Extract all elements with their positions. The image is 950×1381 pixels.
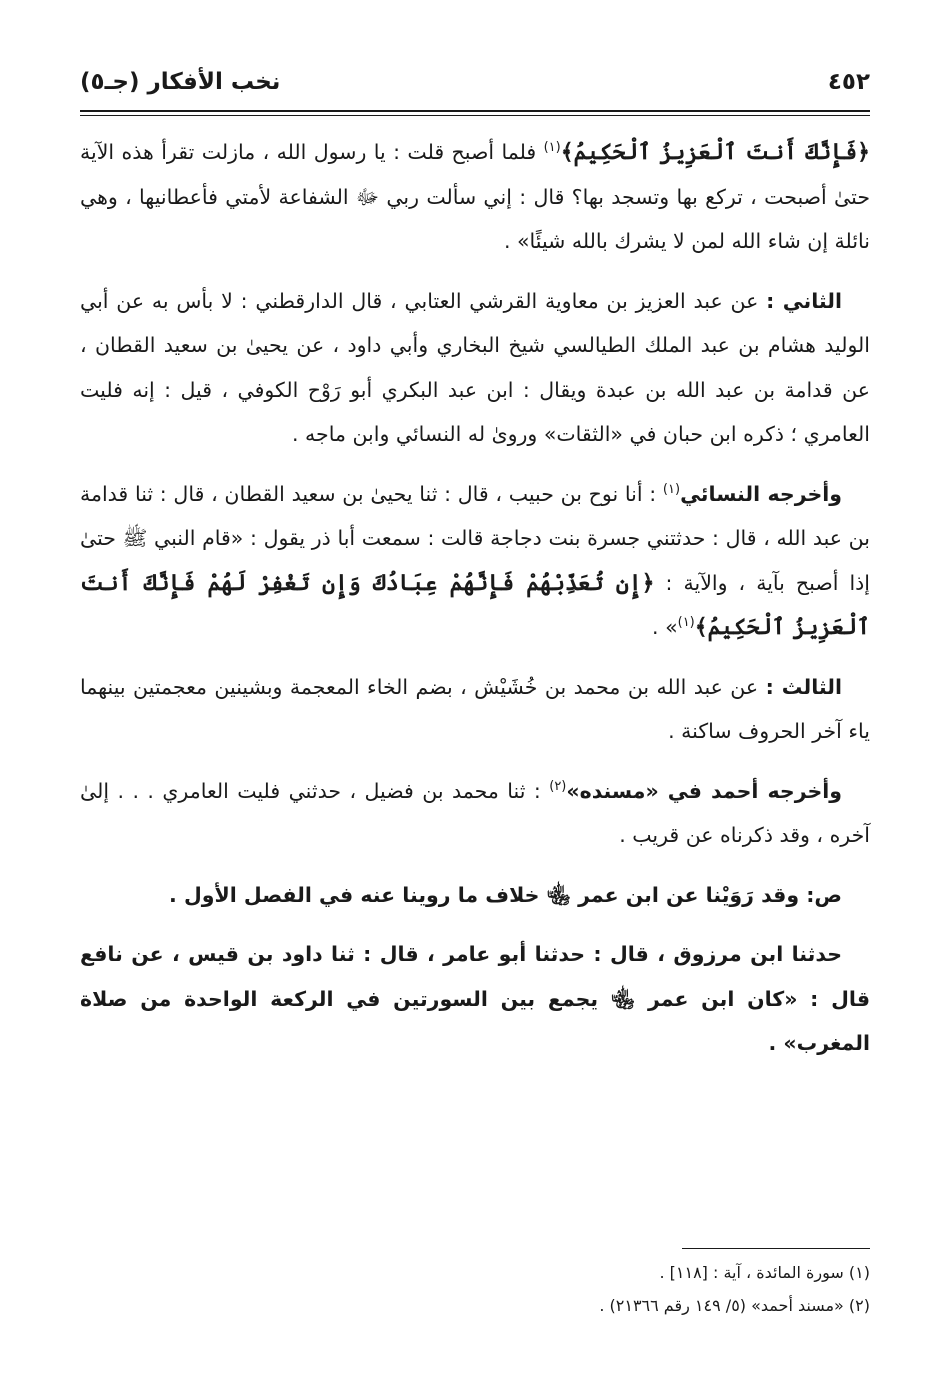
paragraph-text: عن عبد العزيز بن معاوية القرشي العتابي ، قال الدارقطني : لا بأس به عن أبي الوليد هشام بن عبد الملك الطيالسي شيخ البخاري وأبي داود ، عن يحيىٰ بن سعيد القطان ، عن قدامة بن عبد الله بن عبدة ويقال : ابن عبد البكري أبو رَوْح الكوفي ، قيل : إنه فليت العامري ؛ ذكره ابن حبان في «الثقات» وروىٰ له النسائي وابن ماجه . [80, 288, 870, 446]
footnote-rule [682, 1248, 870, 1249]
paragraph-text: فلما أصبح قلت : يا رسول الله ، مازلت تقرأ هذه الآية حتىٰ أصبحت ، تركع بها وتسجد بها؟ قال : إني سألت ربي ﷻ الشفاعة لأمتي فأعطانيها ، وهي نائلة إن شاء الله لمن لا يشرك بالله شيئًا» . [80, 140, 870, 253]
footnote-ref: (١) [662, 481, 681, 497]
footnote-1: (١) سورة المائدة ، آية : [١١٨] . [659, 1263, 870, 1282]
paragraph-second-narrator [80, 279, 870, 457]
header-rule [80, 110, 870, 116]
paragraph-hadith: حدثنا ابن مرزوق ، قال : حدثنا أبو عامر ، قال : ثنا داود بن قيس ، عن نافع قال : «كان ابن عمر ﵄ يجمع بين السورتين في الركعة الواحدة من صلاة المغرب» . [80, 942, 870, 1055]
footnote-ref: (١) [543, 140, 561, 156]
page [80, 62, 870, 1081]
footnote-2: (٢) «مسند أحمد» (٥/ ١٤٩ رقم ٢١٣٦٦) . [599, 1296, 870, 1315]
paragraph-text: » . [652, 615, 678, 639]
paragraph-continuation [80, 130, 870, 264]
paragraph-ahmad [80, 769, 870, 858]
paragraph-text: عن عبد الله بن محمد بن خُشَيْش ، بضم الخاء المعجمة وبشينين معجمتين بينهما ياء آخر الحروف ساكنة . [80, 674, 870, 743]
footnotes [80, 1256, 870, 1322]
paragraph-lead: الثالث : [765, 674, 842, 699]
body-text [80, 130, 870, 1066]
paragraph-lead: وأخرجه النسائي [680, 481, 842, 506]
paragraph-nasai [80, 472, 870, 650]
paragraph-text: : أنا نوح بن حبيب ، قال : ثنا يحيىٰ بن سعيد القطان ، قال : ثنا قدامة بن عبد الله ، قال : حدثتني جسرة بنت دجاجة قالت : سمعت أبا ذر يقول : «قام النبي ﷺ حتىٰ إذا أصبح بآية ، والآية : [80, 481, 870, 595]
paragraph-third-narrator [80, 665, 870, 754]
quran-verse: ﴿فَإِنَّكَ أَنتَ ٱلْعَزِيزُ ٱلْحَكِيمُ﴾ [560, 139, 870, 165]
paragraph-lead: وأخرجه أحمد في «مسنده» [566, 778, 842, 803]
paragraph-lead: الثاني : [766, 288, 842, 313]
running-header [80, 62, 870, 102]
quran-verse: ﴿إِن تُعَذِّبْهُمْ فَإِنَّهُمْ عِبَادُكَ وَإِن تَغْفِرْ لَهُمْ فَإِنَّكَ أَنتَ ٱلْعَزِيزُ ٱلْحَكِيمُ﴾ [80, 569, 870, 640]
paragraph-matn-heading: ص: وقد رَوَيْنا عن ابن عمر ﵄ خلاف ما روينا عنه في الفصل الأول . [169, 882, 842, 907]
footnote-ref: (١) [677, 615, 695, 631]
paragraph-text: : ثنا محمد بن فضيل ، حدثني فليت العامري . . . إلىٰ آخره ، وقد ذكرناه عن قريب . [80, 778, 870, 847]
footnote-ref: (٢) [549, 778, 567, 794]
book-title: نخب الأفكار (جـ٥) [80, 69, 281, 95]
page-number: ٤٥٢ [827, 69, 870, 95]
